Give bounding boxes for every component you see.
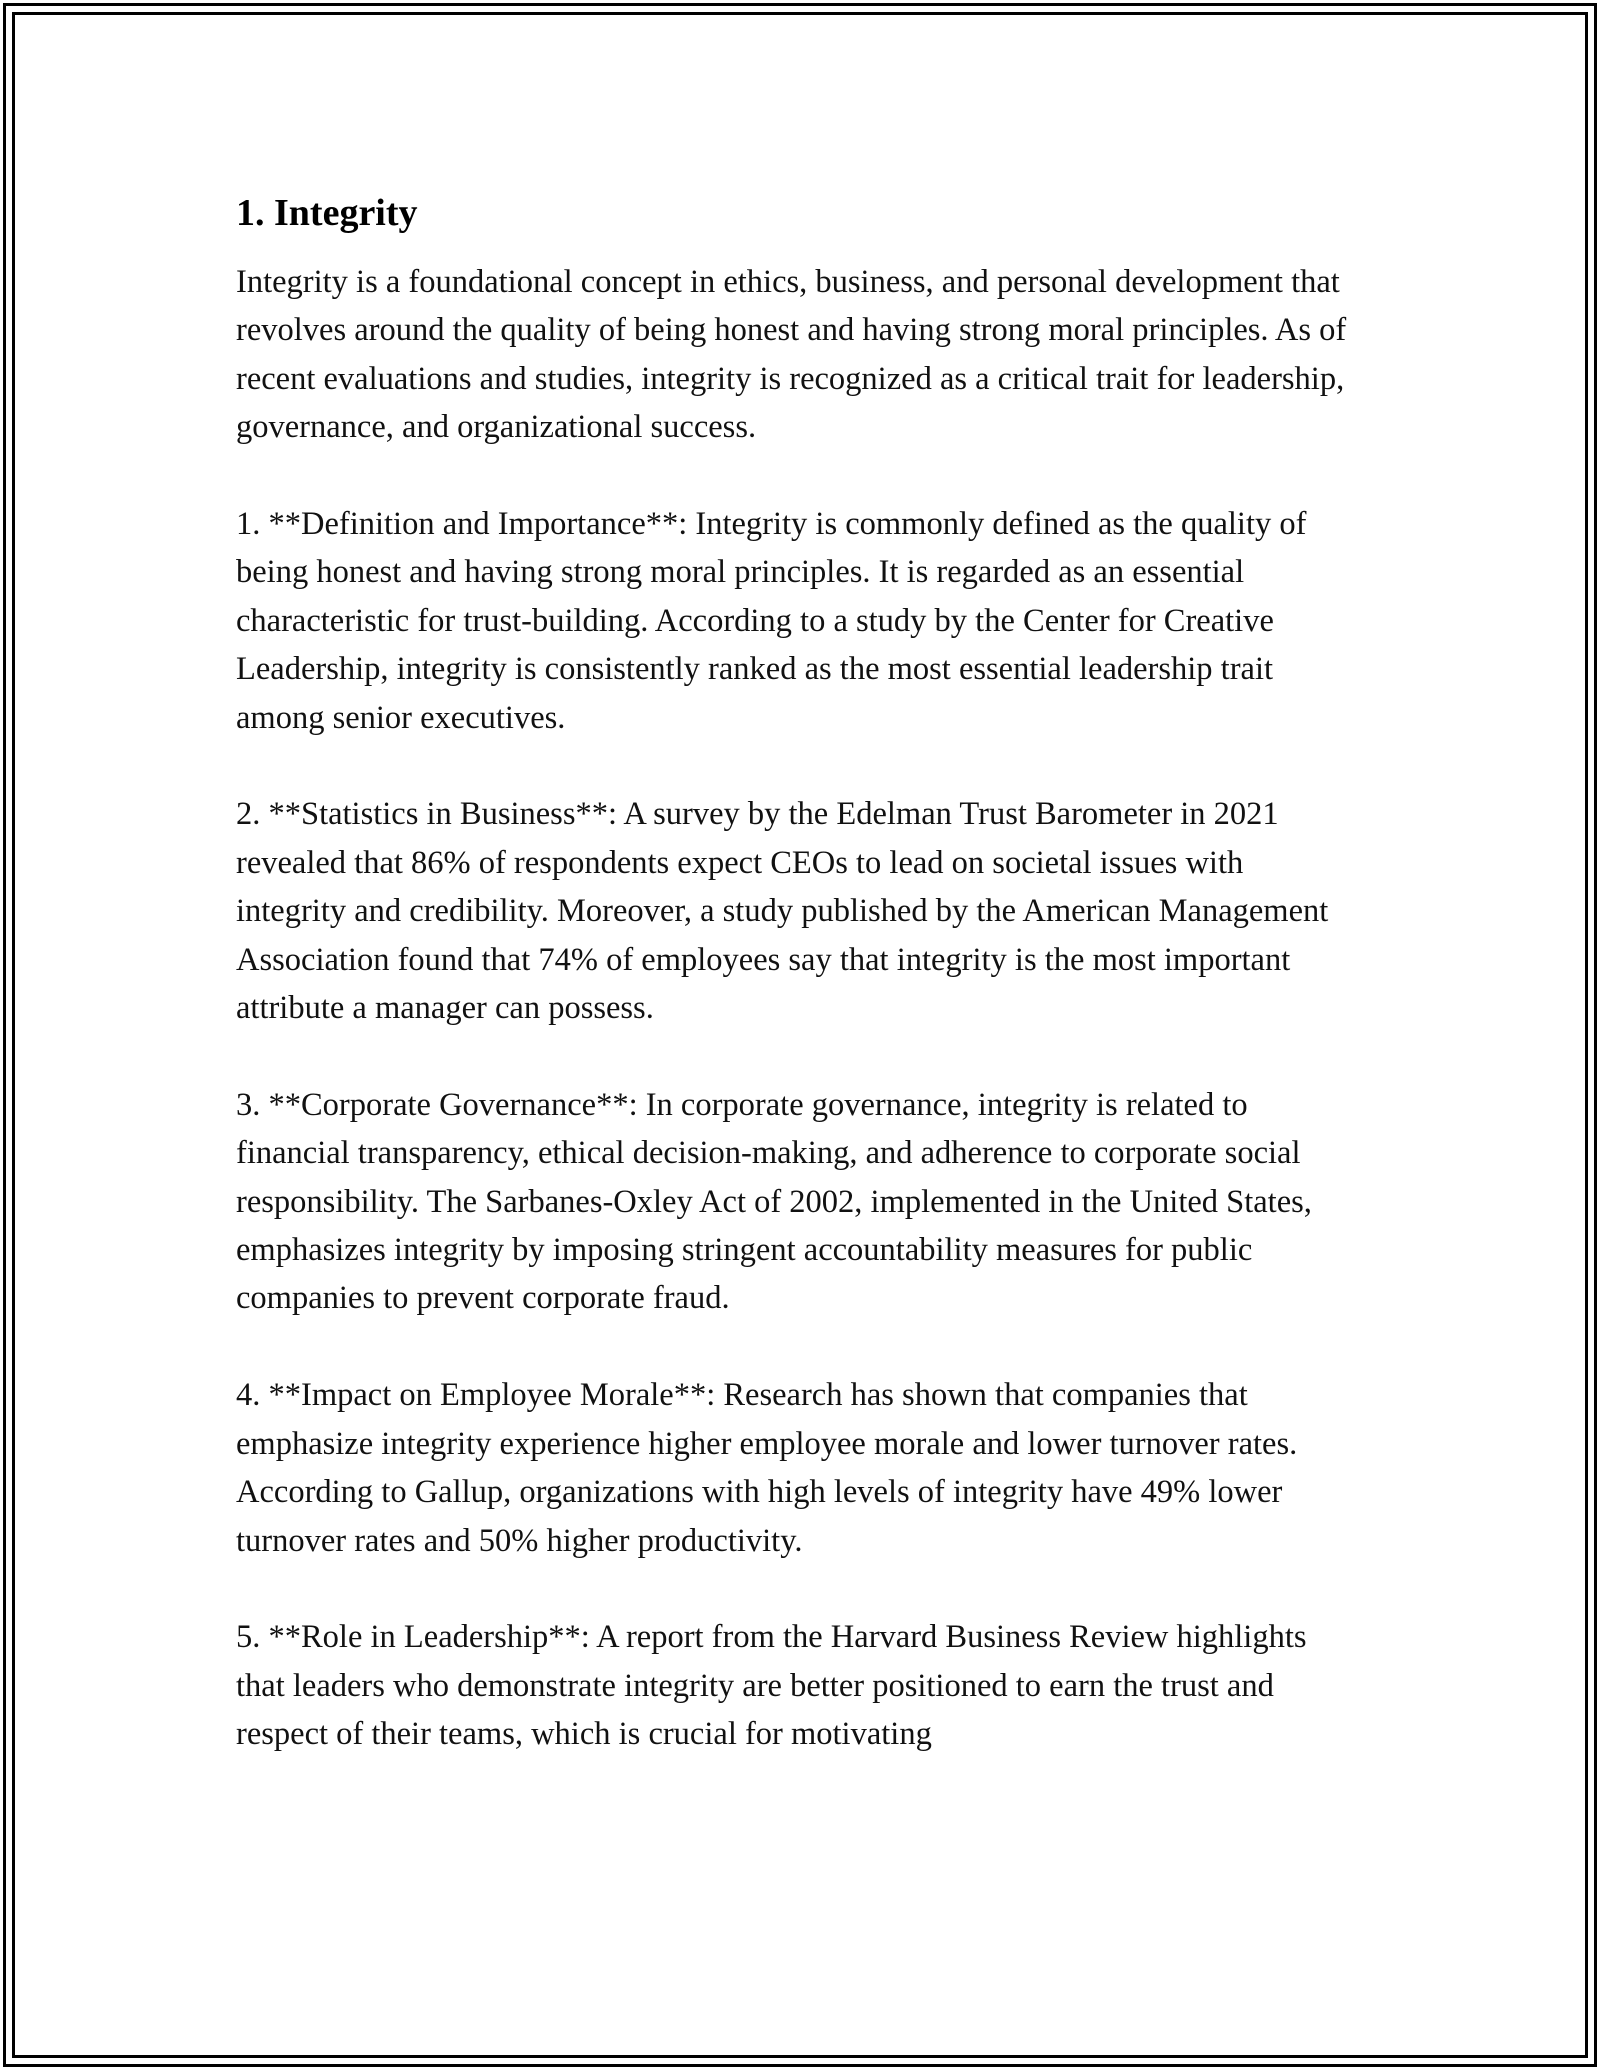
paragraph-statistics-business: 2. **Statistics in Business**: A survey by the Edelman Trust Barometer in 2021 revealed that 86% of respondents expect CEOs to lead on societal issues with integrity and credibility. Moreover, a study published by the American Management Association found that 74% of employees say that integrity is the most important attribute a manager can possess.: [236, 796, 1329, 1027]
intro-paragraph: Integrity is a foundational concept in ethics, business, and personal development that revolves around the quality of being honest and having strong moral principles. As of recent evaluations and studies, integrity is recognized as a critical trait for leadership, governance, and organizational success.: [236, 264, 1347, 446]
paragraph-employee-morale: 4. **Impact on Employee Morale**: Research has shown that companies that emphasize integrity experience higher employee morale and lower turnover rates. According to Gallup, organizations with high levels of integrity have 49% lower turnover rates and 50% higher productivity.: [236, 1377, 1298, 1559]
section-heading: 1. Integrity: [236, 192, 418, 234]
paragraph-corporate-governance: 3. **Corporate Governance**: In corporate governance, integrity is related to financial transparency, ethical decision-making, and adherence to corporate social responsibility. The Sarbanes-Oxley Act of 2002, implemented in the United States, emphasizes integrity by imposing stringent accountability measures for public companies to prevent corporate fraud.: [236, 1086, 1312, 1317]
paragraph-definition-importance: 1. **Definition and Importance**: Integrity is commonly defined as the quality of being honest and having strong moral principles. It is regarded as an essential characteristic for trust-building. According to a study by the Center for Creative Leadership, integrity is consistently ranked as the most essential leadership trait among senior executives.: [236, 506, 1307, 736]
document-body: [236, 186, 1356, 1807]
paragraph-role-leadership: 5. **Role in Leadership**: A report from the Harvard Business Review highlights that leaders who demonstrate integrity are better positioned to earn the trust and respect of their teams, which is crucial for motivating: [236, 1619, 1307, 1753]
